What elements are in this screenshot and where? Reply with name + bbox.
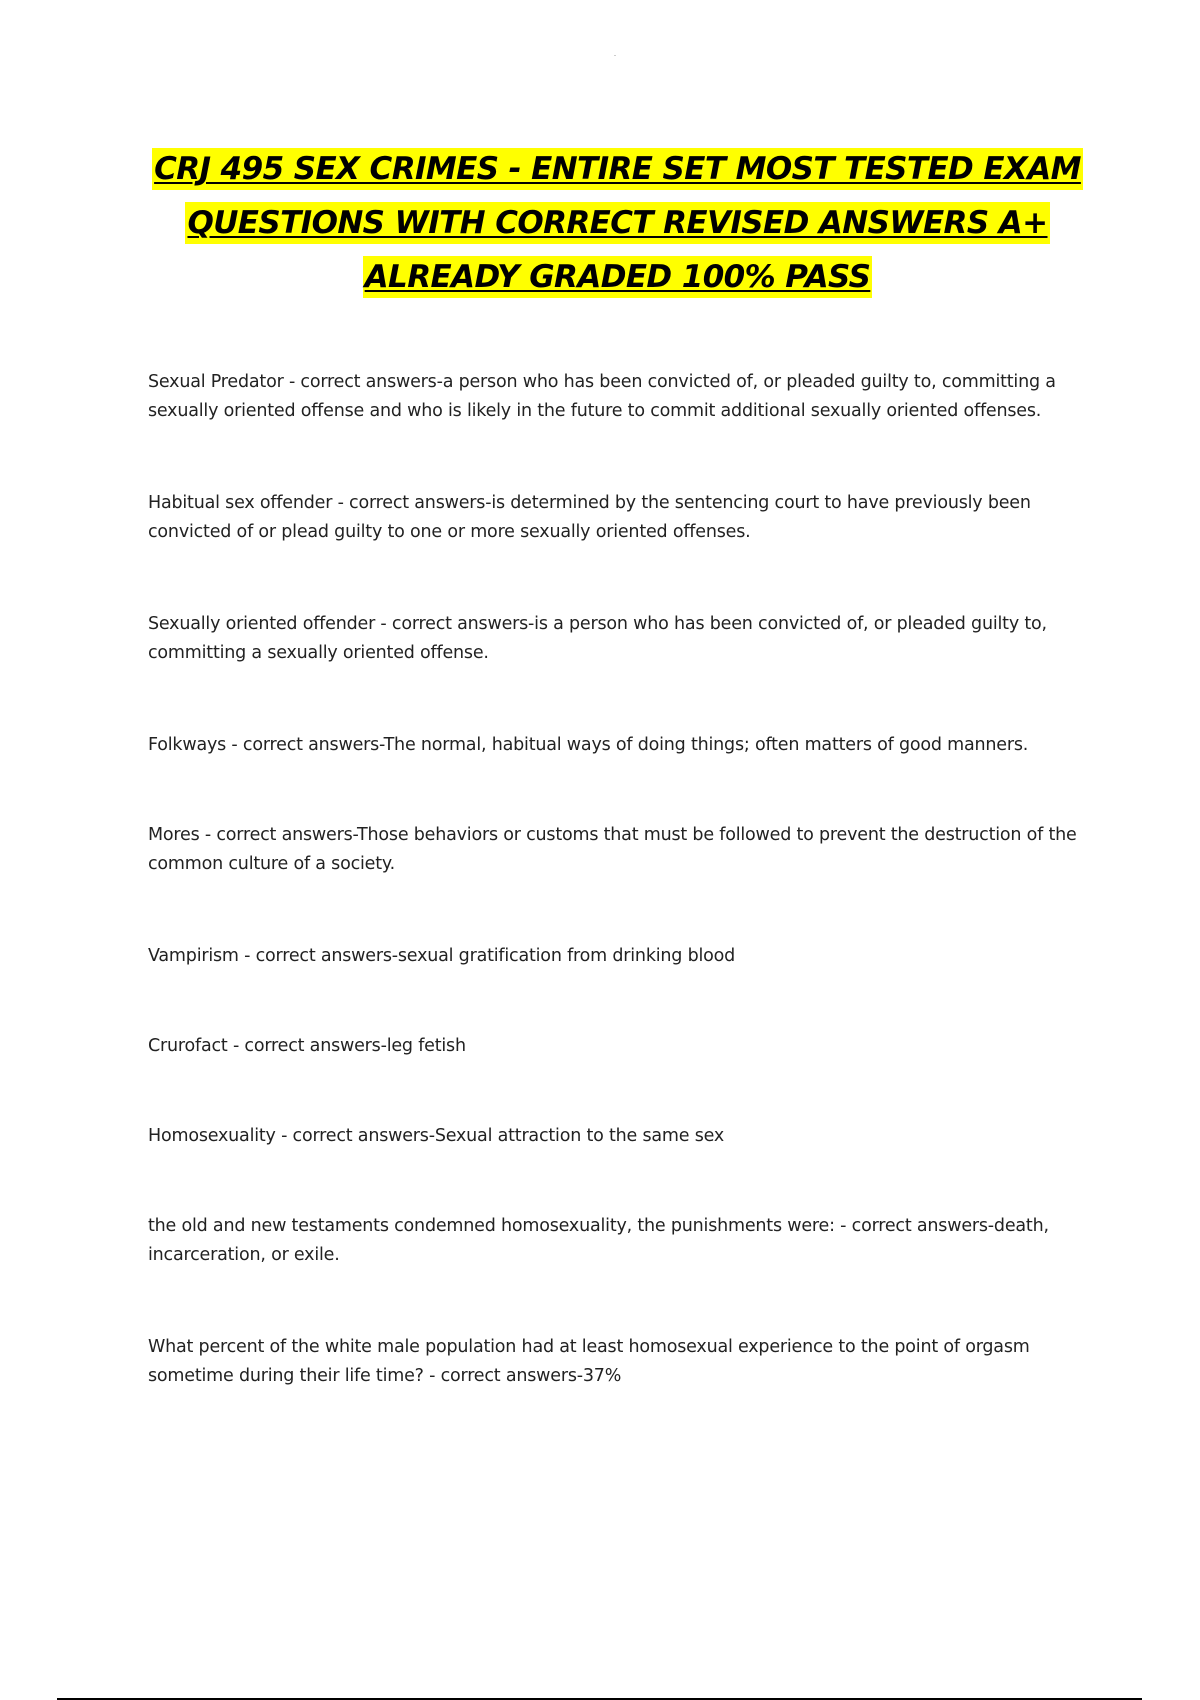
qa-item: Sexual Predator - correct answers-a person who has been convicted of, or pleaded guilty to, committing a sexually oriented offense and who is likely in the future to commit additional sexually oriented offenses.: [148, 372, 1056, 421]
scan-speck: [614, 55, 616, 56]
title-line-3: ALREADY GRADED 100% PASS: [363, 256, 873, 298]
qa-item: Crurofact - correct answers-leg fetish: [148, 1036, 466, 1056]
qa-item: Habitual sex offender - correct answers-is determined by the sentencing court to have previously been convicted of or plead guilty to one or more sexually oriented offenses.: [148, 493, 1031, 542]
title-line-2: QUESTIONS WITH CORRECT REVISED ANSWERS A+: [185, 202, 1049, 244]
qa-item: Mores - correct answers-Those behaviors or customs that must be followed to prevent the destruction of the common culture of a society.: [148, 825, 1077, 874]
document-title: [100, 148, 1135, 310]
qa-item: Folkways - correct answers-The normal, habitual ways of doing things; often matters of good manners.: [148, 735, 1029, 755]
qa-item: Sexually oriented offender - correct answers-is a person who has been convicted of, or pleaded guilty to, committing a sexually oriented offense.: [148, 614, 1047, 663]
qa-item: What percent of the white male population had at least homosexual experience to the point of orgasm sometime during their life time? - correct answers-37%: [148, 1337, 1030, 1386]
qa-item: the old and new testaments condemned homosexuality, the punishments were: - correct answers-death, incarceration, or exile.: [148, 1216, 1049, 1265]
qa-item: Vampirism - correct answers-sexual gratification from drinking blood: [148, 946, 736, 966]
title-line-1: CRJ 495 SEX CRIMES - ENTIRE SET MOST TESTED EXAM: [152, 148, 1083, 190]
qa-item: Homosexuality - correct answers-Sexual attraction to the same sex: [148, 1126, 725, 1146]
qa-list: [148, 368, 1088, 1391]
